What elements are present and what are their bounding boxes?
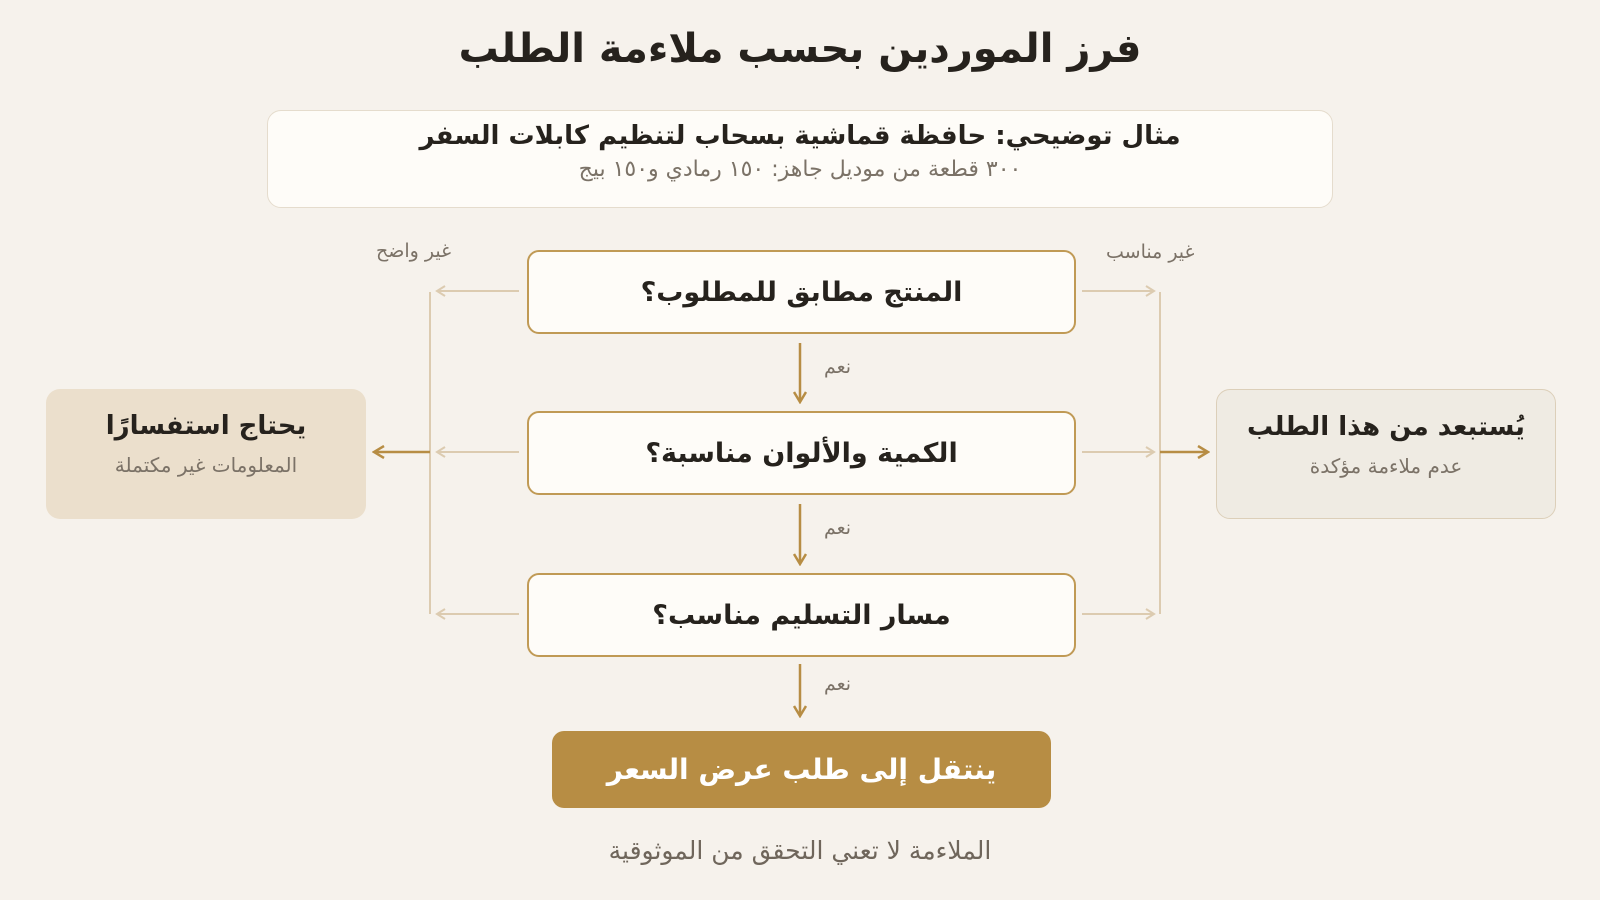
question-product-match: المنتج مطابق للمطلوب؟ [527,250,1076,334]
yes-label-1: نعم [824,356,852,378]
example-card [267,110,1333,208]
unclear-branch-label: غير واضح [376,240,452,262]
yes-label-2: نعم [824,517,852,539]
needs-inquiry-title: يحتاج استفسارًا [105,411,307,441]
yes-label-3: نعم [824,673,852,695]
example-subtitle: ٣٠٠ قطعة من موديل جاهز: ١٥٠ رمادي و١٥٠ بيج [578,157,1022,182]
excluded-subtitle: عدم ملاءمة مؤكدة [1309,454,1463,478]
unsuitable-branch-label: غير مناسب [1106,241,1195,263]
proceed-to-quote-box: ينتقل إلى طلب عرض السعر [552,731,1051,808]
excluded-title: يُستبعد من هذا الطلب [1247,412,1525,442]
question-quantity-colors: الكمية والألوان مناسبة؟ [527,411,1076,495]
outcome-excluded [1216,389,1556,519]
outcome-needs-inquiry [46,389,366,519]
needs-inquiry-subtitle: المعلومات غير مكتملة [114,453,298,477]
question-delivery-route: مسار التسليم مناسب؟ [527,573,1076,657]
page-title: فرز الموردين بحسب ملاءمة الطلب [458,26,1142,72]
example-title: مثال توضيحي: حافظة قماشية بسحاب لتنظيم كابلات السفر [419,121,1181,151]
footer-note: الملاءمة لا تعني التحقق من الموثوقية [608,836,992,865]
